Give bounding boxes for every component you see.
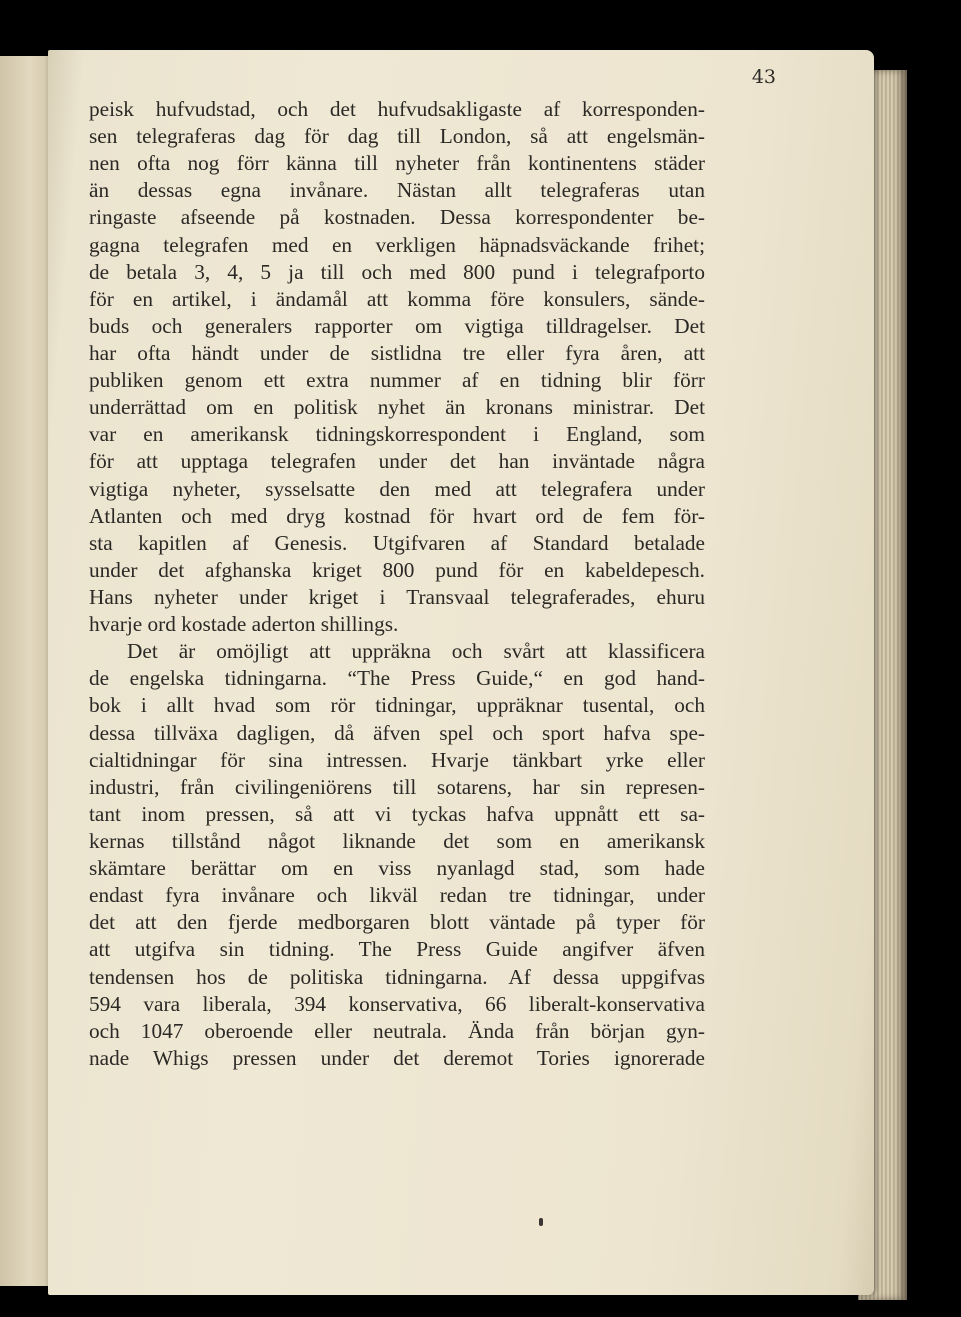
text-line: cialtidningar för sina intressen. Hvarje tänkbart yrke eller [89,747,705,772]
page-number: 43 [751,66,776,88]
text-line: Atlanten och med dryg kostnad för hvart ord de fem för- [89,503,705,528]
ink-speck [539,1218,543,1226]
text-line: Det är omöjligt att uppräkna och svårt att klassificera [127,639,705,664]
text-line: nen ofta nog förr känna till nyheter från kontinentens städer [89,151,705,176]
text-line: under det afghanska kriget 800 pund för en kabeldepesch. [89,557,705,582]
text-line: sta kapitlen af Genesis. Utgifvaren af Standard betalade [89,530,705,555]
text-line: tendensen hos de politiska tidningarna. Af dessa uppgifvas [89,964,705,989]
text-line: det att den fjerde medborgaren blott väntade på typer för [89,910,705,935]
text-line: bok i allt hvad som rör tidningar, uppräknar tusental, och [89,693,705,718]
text-line: nade Whigs pressen under det deremot Tories ignorerade [89,1045,705,1070]
text-line: de engelska tidningarna. “The Press Guide,“ en god hand- [89,666,705,691]
text-line: buds och generalers rapporter om vigtiga tilldragelser. Det [89,313,705,338]
text-line: skämtare berättar om en viss nyanlagd stad, som hade [89,856,705,881]
text-line: sen telegraferas dag för dag till London, så att engelsmän- [89,124,705,149]
text-line: dessa tillväxa dagligen, då äfven spel och sport hafva spe- [89,720,705,745]
text-line: kernas tillstånd något liknande det som en amerikansk [89,828,705,853]
text-line: hvarje ord kostade aderton shillings. [89,612,399,637]
text-line: ringaste afseende på kostnaden. Dessa korrespondenter be- [89,205,705,230]
facing-page-edge [0,56,52,1286]
text-line: endast fyra invånare och likväl redan tre tidningar, under [89,883,705,908]
text-line: har ofta händt under de sistlidna tre eller fyra åren, att [89,340,705,365]
text-line: 594 vara liberala, 394 konservativa, 66 liberalt-konservativa [89,991,705,1016]
text-line: publiken genom ett extra nummer af en tidning blir förr [89,368,705,393]
text-line: gagna telegrafen med en verkligen häpnadsväckande frihet; [89,232,705,257]
text-line: peisk hufvudstad, och det hufvudsakligaste af korresponden- [89,97,705,121]
text-line: för en artikel, i ändamål att komma före konsulers, sände- [89,286,705,311]
body-text [89,96,705,1072]
text-line: vigtiga nyheter, sysselsatte den med att telegrafera under [89,476,705,501]
text-line: industri, från civilingeniörens till sotarens, har sin represen- [89,774,705,799]
text-line: och 1047 oberoende eller neutrala. Ända från början gyn- [89,1018,705,1043]
text-line: de betala 3, 4, 5 ja till och med 800 pund i telegrafporto [89,259,705,284]
text-line: underrättad om en politisk nyhet än kronans ministrar. Det [89,395,705,420]
text-line: var en amerikansk tidningskorrespondent i England, som [89,422,705,447]
text-line: än dessas egna invånare. Nästan allt telegraferas utan [89,178,705,203]
text-line: att utgifva sin tidning. The Press Guide angifver äfven [89,937,705,962]
text-line: tant inom pressen, så att vi tyckas hafva uppnått ett sa- [89,801,705,826]
text-line: Hans nyheter under kriget i Transvaal telegraferades, ehuru [89,584,705,609]
text-line: för att upptaga telegrafen under det han inväntade några [89,449,705,474]
